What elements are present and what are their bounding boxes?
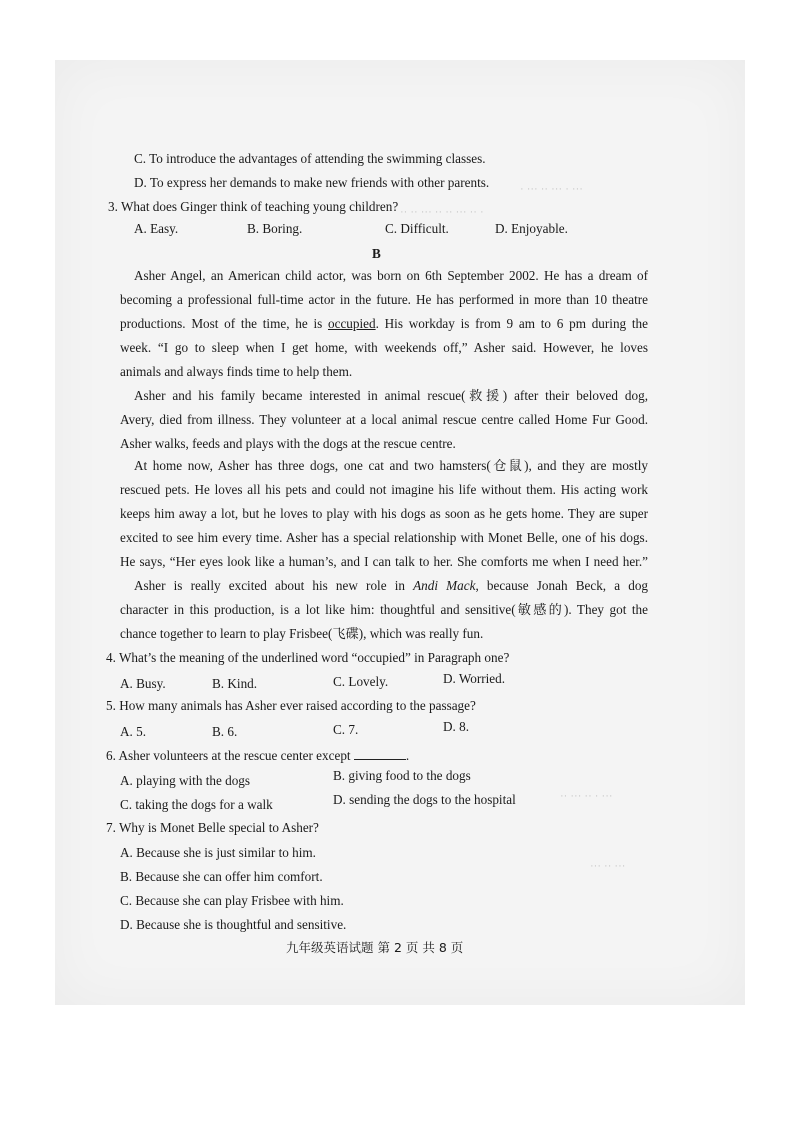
underlined-word: occupied	[328, 316, 376, 331]
passage-line: character in this production, is a lot like him: thoughtful and sensitive(敏感的). They got the	[120, 602, 648, 617]
question-text: 6. Asher volunteers at the rescue center except	[106, 748, 351, 763]
question-text: .	[405, 748, 410, 763]
passage-line	[120, 316, 648, 332]
show-through-text: ·· ··· ·· · ···	[560, 790, 613, 802]
q5-option: D. 8.	[443, 719, 470, 734]
section-heading: B	[372, 246, 381, 261]
answer-blank	[354, 748, 406, 760]
option-line: D. To express her demands to make new friends with other parents.	[134, 175, 490, 190]
show-through-text: ·· ·· ··· ·· ·· ··· ·· ·	[400, 206, 484, 218]
passage-line: keeps him away a lot, but he loves to play with his dogs as soon as he gets home. They are super	[120, 506, 648, 521]
show-title: Andi Mack	[413, 578, 476, 593]
passage-line: becoming a professional full-time actor in the future. He has performed in more than 10 theatre	[120, 292, 648, 307]
q5-option: C. 7.	[333, 722, 359, 737]
q7-option: B. Because she can offer him comfort.	[120, 869, 323, 884]
q4-option: A. Busy.	[120, 676, 166, 691]
passage-line: Asher and his family became interested in animal rescue(救援) after their beloved dog,	[134, 388, 648, 403]
passage-line: Avery, died from illness. They volunteer at a local animal rescue centre called Home Fur Good.	[120, 412, 648, 427]
passage-text: productions. Most of the time, he is	[120, 316, 323, 331]
question-3: 3. What does Ginger think of teaching young children?	[108, 199, 399, 214]
q6-option: B. giving food to the dogs	[333, 768, 471, 783]
q3-option: B. Boring.	[247, 221, 303, 236]
q7-option: C. Because she can play Frisbee with him.	[120, 893, 344, 908]
q5-option: A. 5.	[120, 724, 147, 739]
q6-option: A. playing with the dogs	[120, 773, 251, 788]
page-footer: 九年级英语试题 第 2 页 共 8 页	[286, 940, 464, 955]
passage-line: At home now, Asher has three dogs, one cat and two hamsters(仓鼠), and they are mostly	[134, 458, 648, 473]
q3-option: C. Difficult.	[385, 221, 449, 236]
question-7: 7. Why is Monet Belle special to Asher?	[106, 820, 319, 835]
q6-option: D. sending the dogs to the hospital	[333, 792, 516, 807]
question-4: 4. What’s the meaning of the underlined word “occupied” in Paragraph one?	[106, 650, 510, 665]
passage-line: excited to see him every time. Asher has a special relationship with Monet Belle, one of his dogs.	[120, 530, 648, 545]
show-through-text: · ··· ·· ··· · ···	[520, 183, 583, 195]
question-5: 5. How many animals has Asher ever raised according to the passage?	[106, 698, 476, 713]
option-line: C. To introduce the advantages of attending the swimming classes.	[134, 151, 486, 166]
passage-text: Asher is really excited about his new role in	[134, 578, 405, 593]
q3-option: D. Enjoyable.	[495, 221, 568, 236]
passage-line: rescued pets. He loves all his pets and could not imagine his life without them. His acting work	[120, 482, 648, 497]
q7-option: A. Because she is just similar to him.	[120, 845, 316, 860]
passage-line: Asher walks, feeds and plays with the dogs at the rescue centre.	[120, 436, 456, 451]
q4-option: C. Lovely.	[333, 674, 389, 689]
question-6	[106, 748, 409, 764]
passage-text: . His workday is from 9 am to 6 pm during the	[375, 316, 648, 331]
q6-option: C. taking the dogs for a walk	[120, 797, 273, 812]
passage-line: week. “I go to sleep when I get home, with weekends off,” Asher said. However, he loves	[120, 340, 648, 355]
passage-text: , because Jonah Beck, a dog	[475, 578, 649, 593]
q7-option: D. Because she is thoughtful and sensitive.	[120, 917, 347, 932]
passage-line	[134, 578, 648, 594]
q4-option: B. Kind.	[212, 676, 258, 691]
q3-option: A. Easy.	[134, 221, 179, 236]
q4-option: D. Worried.	[443, 671, 506, 686]
passage-line: animals and always finds time to help them.	[120, 364, 353, 379]
passage-line: chance together to learn to play Frisbee(飞碟), which was really fun.	[120, 626, 484, 641]
q5-option: B. 6.	[212, 724, 238, 739]
passage-line: He says, “Her eyes look like a human’s, and I can talk to her. She comforts me when I need her.”	[120, 554, 648, 569]
show-through-text: ··· ·· ···	[590, 860, 626, 872]
passage-line: Asher Angel, an American child actor, was born on 6th September 2002. He has a dream of	[134, 268, 648, 283]
